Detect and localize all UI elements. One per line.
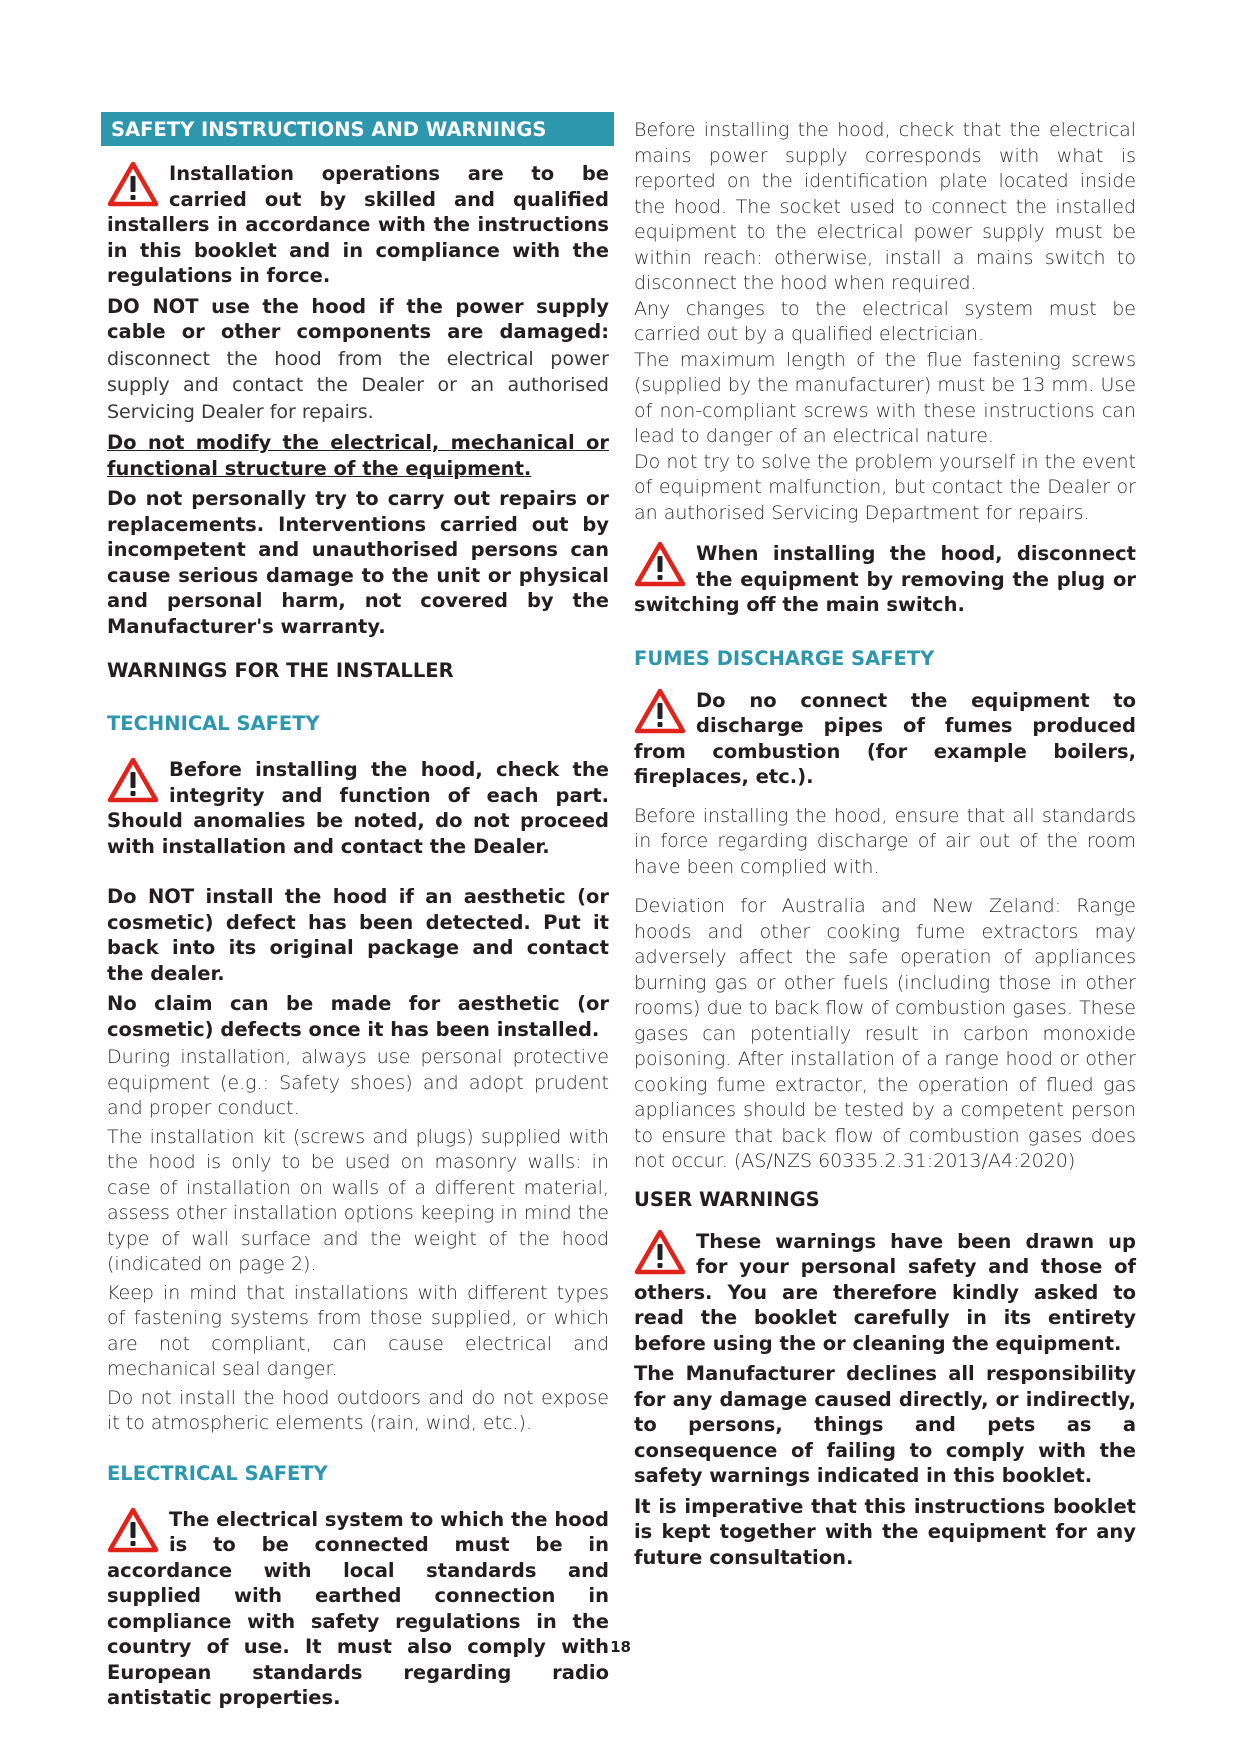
warning-triangle-icon: [634, 1229, 686, 1275]
outdoors-text: Do not install the hood outdoors and do not expose it to atmospheric elements (rain, wind, etc.).: [107, 1386, 609, 1434]
warning-block-installers: [107, 161, 609, 289]
aesthetic-defect-warning: Do NOT install the hood if an aesthetic (or cosmetic) defect has been detected. Put it back into its original package and contact the dealer.: [107, 885, 609, 985]
electrician-text: Any changes to the electrical system must be carried out by a qualified electrician.: [634, 297, 1136, 345]
electrical-safety-heading: ELECTRICAL SAFETY: [107, 1461, 328, 1485]
section-banner: SAFETY INSTRUCTIONS AND WARNINGS: [101, 112, 614, 146]
warning-block-electrical: [107, 1507, 609, 1711]
warning-triangle-icon: [634, 688, 686, 734]
australia-deviation-text: Deviation for Australia and New Zeland: Range hoods and other cooking fume extractors may adversely affect the safe operation of appliances burning gas or other fuels (including those in other rooms) due to back flow of combustion gases. These gases can potentially result in carbon monoxide poisoning. After installation of a range hood or other cooking fume extractor, the operation of flued gas appliances should be tested by a competent person to ensure that back flow of combustion gases does not occur. (AS/NZS 60335.2.31:2013/A4:2020): [634, 895, 1136, 1172]
warning-text: These warnings have been drawn up for your personal safety and those of others. You are therefore kindly asked to read the booklet carefully in its entirety before using the or cleaning the equipment.: [634, 1229, 1136, 1355]
user-warnings-heading: USER WARNINGS: [634, 1187, 820, 1211]
no-claim-text: No claim can be made for aesthetic (or cosmetic) defects once it has been installed.: [107, 992, 609, 1041]
fastening-systems-text: Keep in mind that installations with different types of fastening systems from those supplied, or which are not compliant, can cause electrical and mechanical seal danger.: [107, 1281, 609, 1380]
warning-block-disconnect: [634, 541, 1136, 618]
warning-text: When installing the hood, disconnect the equipment by removing the plug or switching off the main switch.: [634, 542, 1136, 616]
warning-block-integrity: [107, 757, 609, 859]
right-column: [634, 118, 1136, 1570]
installation-kit-text: The installation kit (screws and plugs) supplied with the hood is only to be used on masonry walls: in case of installation on walls of a different material, assess other installation options keeping in mind the type of wall surface and the weight of the hood (indicated on page 2).: [107, 1125, 609, 1275]
warning-text: The electrical system to which the hood is to be connected must be in accordance with local standards and supplied with earthed connection in compliance with safety regulations in the country of use. It must also comply with European standards regarding radio antistatic properties.: [107, 1507, 609, 1709]
protective-equipment-text: During installation, always use personal protective equipment (e.g.: Safety shoes) and adopt prudent and proper conduct.: [107, 1046, 609, 1119]
malfunction-text: Do not try to solve the problem yourself in the event of equipment malfunction, but contact the Dealer or an authorised Servicing Department for repairs.: [634, 450, 1136, 524]
no-repairs-warning: Do not personally try to carry out repairs or replacements. Interventions carried out by incompetent and unauthorised persons can cause serious damage to the unit or physical and personal harm, not covered by the Manufacturer's warranty.: [107, 487, 609, 638]
keep-booklet-text: It is imperative that this instructions booklet is kept together with the equipment for any future consultation.: [634, 1494, 1136, 1569]
warning-triangle-icon: [634, 541, 686, 587]
warning-text: Do no connect the equipment to discharge pipes of fumes produced from combustion (for example boilers, fireplaces, etc.).: [634, 688, 1136, 788]
warning-text: Installation operations are to be carried out by skilled and qualified installers in accordance with the instructions in this booklet and in compliance with the regulations in force.: [107, 162, 609, 287]
installer-heading: WARNINGS FOR THE INSTALLER: [107, 659, 454, 682]
page-number: 18: [610, 1638, 631, 1656]
technical-safety-heading: TECHNICAL SAFETY: [107, 712, 320, 735]
warning-block-fumes: [634, 688, 1136, 790]
fumes-safety-heading: FUMES DISCHARGE SAFETY: [634, 646, 935, 670]
no-modify-warning: Do not modify the electrical, mechanical or functional structure of the equipment.: [107, 431, 609, 480]
flue-screws-text: The maximum length of the flue fastening screws (supplied by the manufacturer) must be 13 mm. Use of non-compliant screws with these instructions can lead to danger of an electrical nature.: [634, 348, 1136, 447]
left-column: [107, 112, 609, 1711]
warning-block-user: [634, 1229, 1136, 1357]
power-supply-text: Before installing the hood, check that the electrical mains power supply corresponds with what is reported on the identification plate located inside the hood. The socket used to connect the installed equipment to the electrical power supply must be within reach: otherwise, install a mains switch to disconnect the hood when required.: [634, 119, 1136, 294]
power-cable-warning: DO NOT use the hood if the power supply cable or other components are damaged: disconnect the hood from the electrical power supply and contact the Dealer or an authorised Servicing Dealer for repairs.: [107, 294, 609, 423]
warning-text: Before installing the hood, check the integrity and function of each part. Should anomalies be noted, do not proceed with installation and contact the Dealer.: [107, 758, 609, 858]
warning-triangle-icon: [107, 1507, 159, 1553]
warning-triangle-icon: [107, 161, 159, 207]
air-discharge-text: Before installing the hood, ensure that all standards in force regarding discharge of air out of the room have been complied with.: [634, 804, 1136, 878]
warning-triangle-icon: [107, 757, 159, 803]
responsibility-text: The Manufacturer declines all responsibility for any damage caused directly, or indirectly, to persons, things and pets as a consequence of failing to comply with the safety warnings indicated in this booklet.: [634, 1362, 1136, 1487]
